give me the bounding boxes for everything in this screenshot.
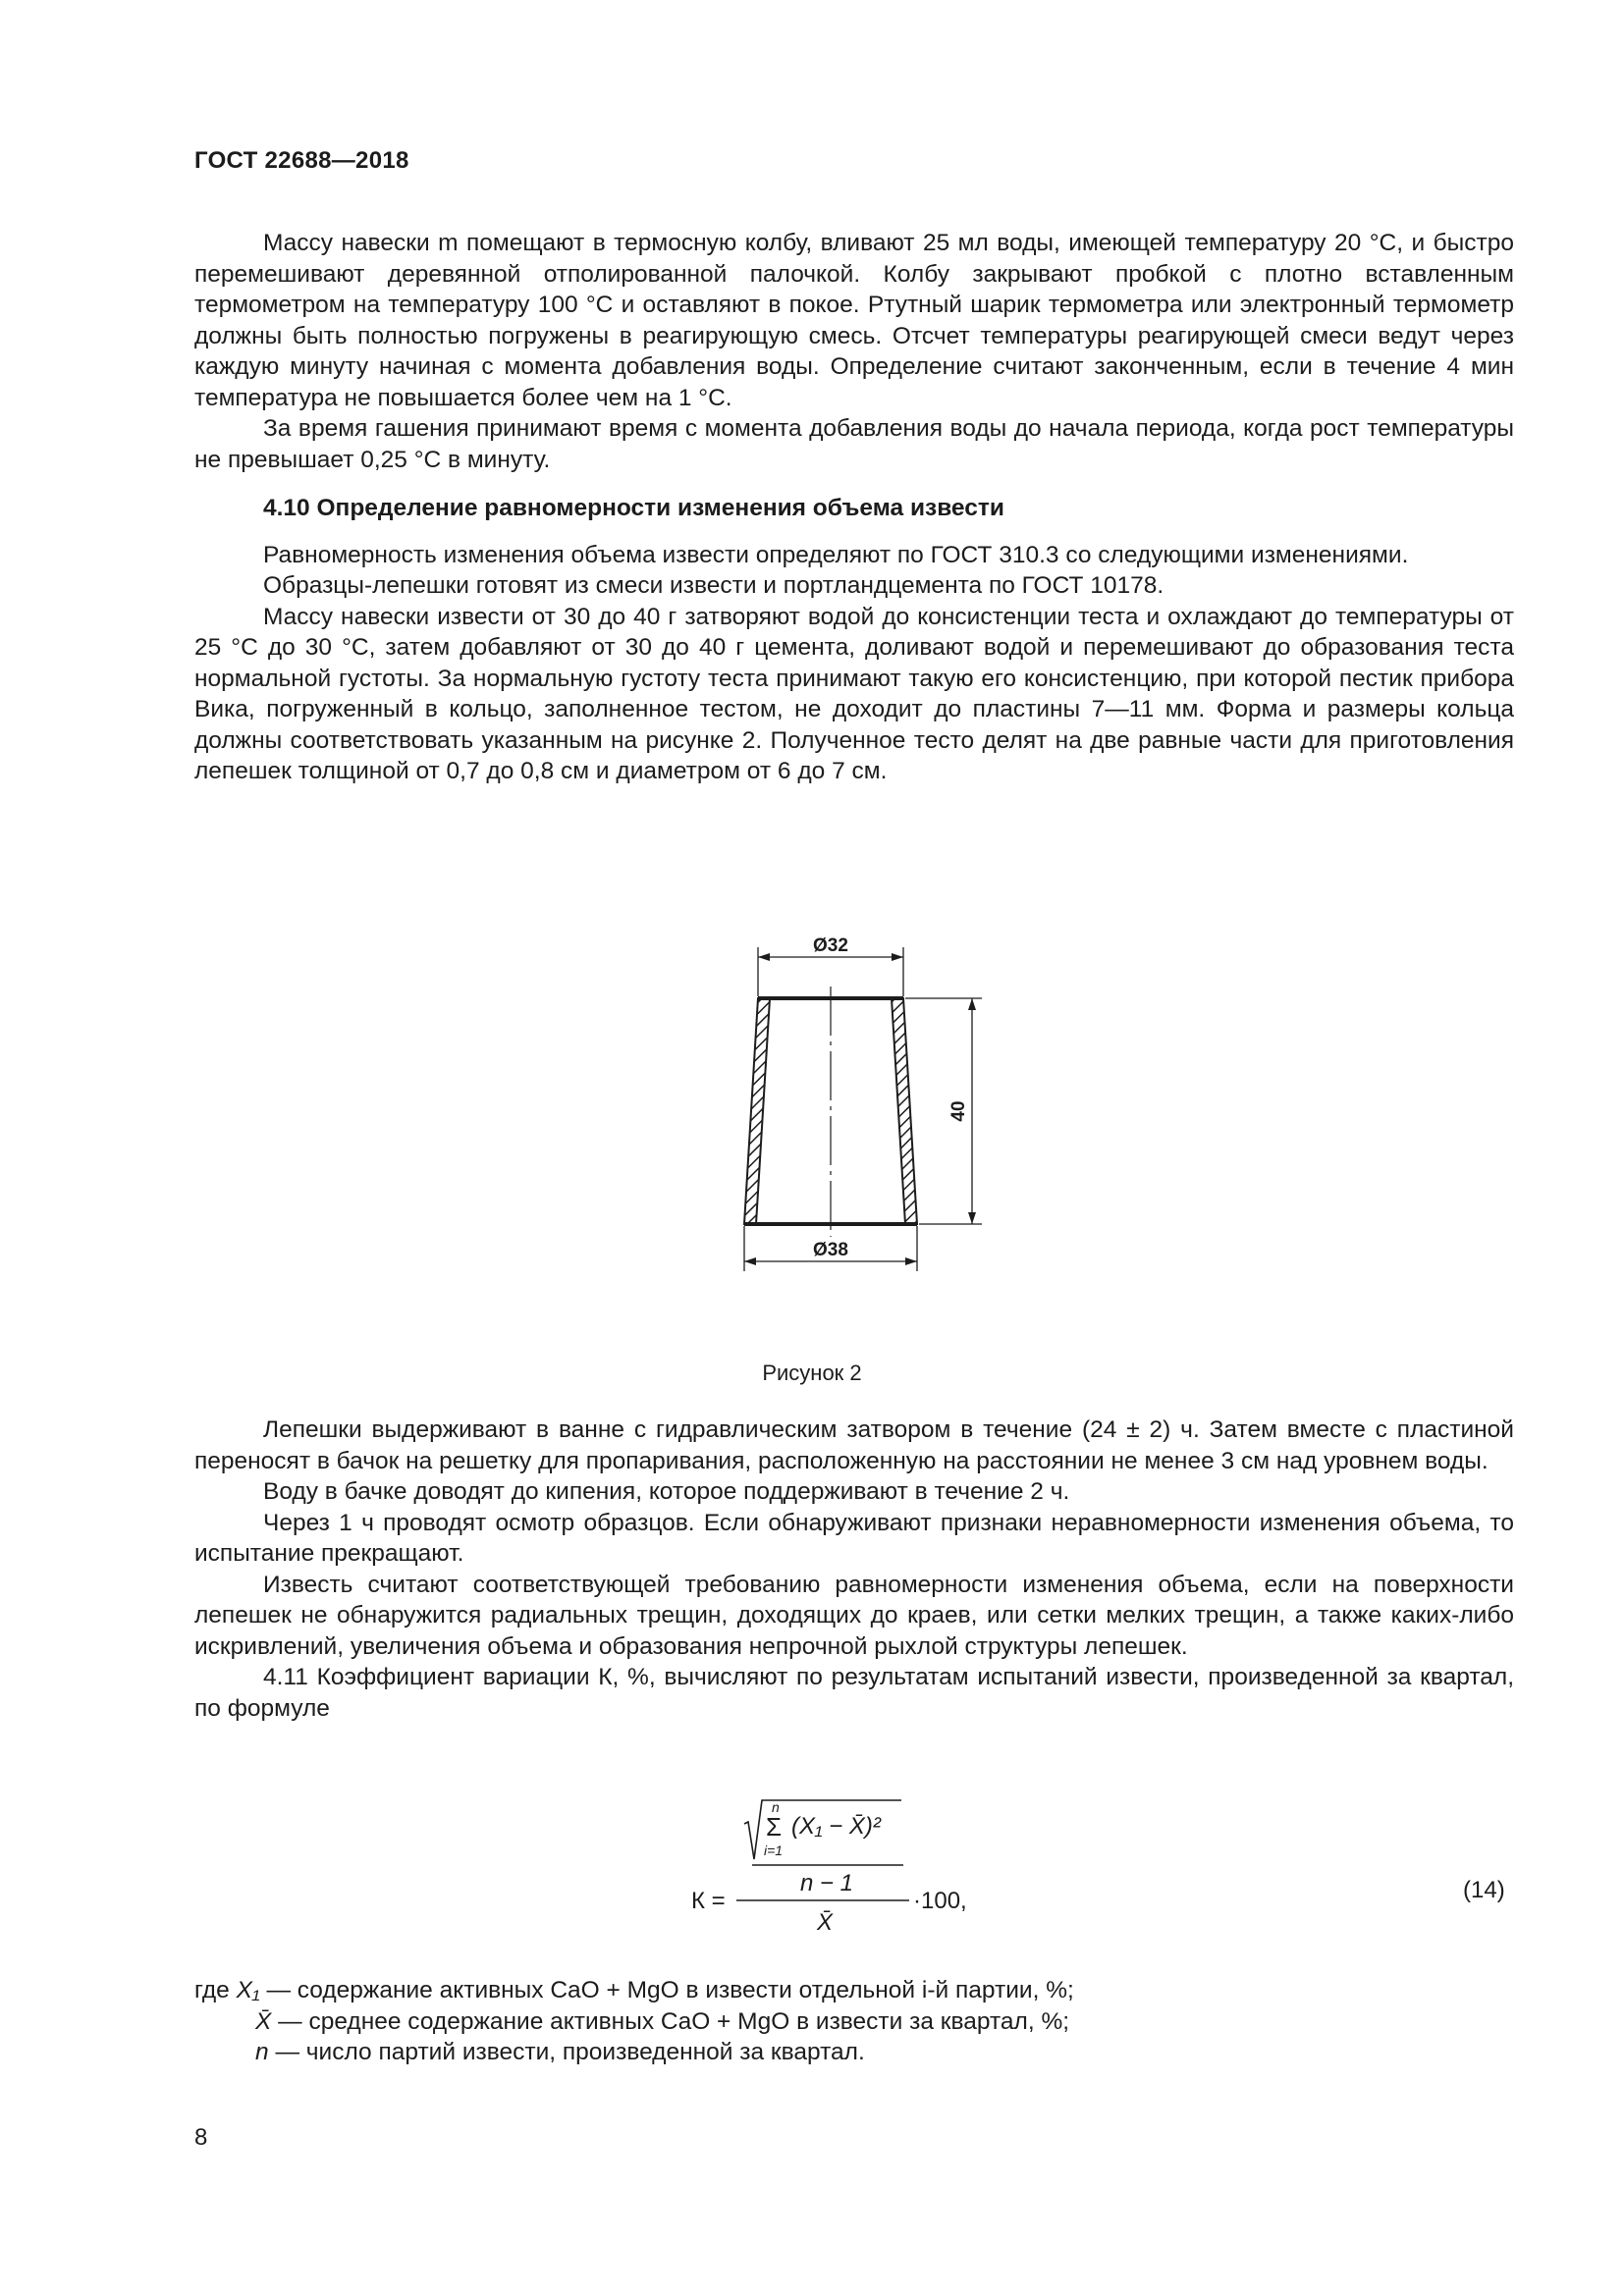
definition-row xyxy=(194,1975,1514,2006)
top-diameter-label: Ø32 xyxy=(813,935,848,956)
intro-text xyxy=(194,228,1514,475)
definition-row xyxy=(194,2006,1514,2038)
section-title: 4.10 Определение равномерности изменения объема извести xyxy=(263,495,1004,521)
paragraph: Массу навески извести от 30 до 40 г затворяют водой до консистенции теста и охлаждают до температуры от 25 °С до 30 °С, затем добавляют от 30 до 40 г цемента, доливают водой и перемешивают до образования теста нормальной густоты. За нормальную густоту теста принимают такую его консистенцию, при которой пестик прибора Вика, погруженный в кольцо, заполненное тестом, не доходит до пластины 7—11 мм. Форма и размеры кольца должны соответствовать указанным на рисунке 2. Полученное тесто делят на две равные части для приготовления лепешек толщиной от 0,7 до 0,8 см и диаметром от 6 до 7 см. xyxy=(194,603,1514,784)
definition-text: — содержание активных CaO + MgO в извести отдельной i-й партии, %; xyxy=(266,1977,1074,2003)
bottom-dimension-line xyxy=(744,1226,917,1271)
height-dimension-line xyxy=(905,998,982,1224)
paragraph: За время гашения принимают время с момента добавления воды до начала периода, когда рост температуры не превышает 0,25 °С в минуту. xyxy=(194,415,1514,473)
paragraph: Через 1 ч проводят осмотр образцов. Если обнаруживают признаки неравномерности изменения объема, то испытание прекращают. xyxy=(194,1509,1514,1567)
paragraph: 4.11 Коэффициент вариации К, %, вычисляют по результатам испытаний извести, произведенной за квартал, по формуле xyxy=(194,1664,1514,1722)
page-number: 8 xyxy=(194,2124,208,2151)
sum-body: (X₁ − X̄)² xyxy=(791,1813,881,1840)
sum-sign: Σ xyxy=(766,1812,783,1842)
definition-symbol: n xyxy=(255,2039,269,2065)
formula-lhs: К = xyxy=(691,1888,726,1914)
ring-cross-section xyxy=(744,987,917,1237)
paragraph: Воду в бачке доводят до кипения, которое поддерживают в течение 2 ч. xyxy=(263,1478,1070,1505)
figure-caption: Рисунок 2 xyxy=(762,1361,862,1385)
definition-text: — среднее содержание активных CaO + MgO в извести за квартал, %; xyxy=(278,2007,1070,2035)
ring-drawing-figure xyxy=(687,928,1060,1281)
definition-symbol: X̄ xyxy=(255,2007,272,2035)
equation-number: (14) xyxy=(1463,1877,1505,1903)
paragraph: Лепешки выдерживают в ванне с гидравлическим затвором в течение (24 ± 2) ч. Затем вместе с пластиной переносят в бачок на решетку для пропаривания, расположенную на расстоянии не менее 3 см над уровнем воды. xyxy=(194,1416,1514,1474)
variation-coefficient-formula xyxy=(677,1796,992,1953)
document-header: ГОСТ 22688—2018 xyxy=(194,147,409,174)
paragraph: Известь считают соответствующей требованию равномерности изменения объема, если на поверхности лепешек не обнаружится радиальных трещин, доходящих до краев, или сетки мелких трещин, а также каких-либо искривлений, увеличения объема и образования непрочной рыхлой структуры лепешек. xyxy=(194,1571,1514,1660)
section-4-10 xyxy=(194,493,1514,787)
paragraph: Образцы-лепешки готовят из смеси извести и портландцемента по ГОСТ 10178. xyxy=(263,572,1164,599)
paragraph: Массу навески m помещают в термосную колбу, вливают 25 мл воды, имеющей температуру 20 °С, и быстро перемешивают деревянной отполированной палочкой. Колбу закрывают пробкой с плотно вставленным термометром на температуру 100 °С и оставляют в покое. Ртутный шарик термометра или электронный термометр должны быть полностью погружены в реагирующую смесь. Отсчет температуры реагирующей смеси ведут через каждую минуту начиная с момента добавления воды. Определение считают законченным, если в течение 4 мин температура не повышается более чем на 1 °С. xyxy=(194,230,1514,411)
mean-x: X̄ xyxy=(816,1909,834,1936)
height-label: 40 xyxy=(948,1100,969,1122)
definition-symbol: X₁ xyxy=(236,1977,260,2003)
sum-upper-limit: n xyxy=(772,1799,780,1815)
n-minus-1: n − 1 xyxy=(799,1870,854,1896)
definition-text: — число партий извести, произведенной за квартал. xyxy=(275,2039,865,2065)
paragraph: Равномерность изменения объема извести определяют по ГОСТ 310.3 со следующими изменениями. xyxy=(263,541,1409,568)
sum-lower-limit: i=1 xyxy=(764,1842,784,1858)
variable-definitions xyxy=(194,1975,1514,2068)
post-figure-text xyxy=(194,1415,1514,1724)
bottom-diameter-label: Ø38 xyxy=(813,1240,848,1260)
where-prefix: где xyxy=(194,1977,230,2003)
formula-tail: ·100, xyxy=(913,1888,967,1914)
definition-row xyxy=(194,2037,1514,2068)
